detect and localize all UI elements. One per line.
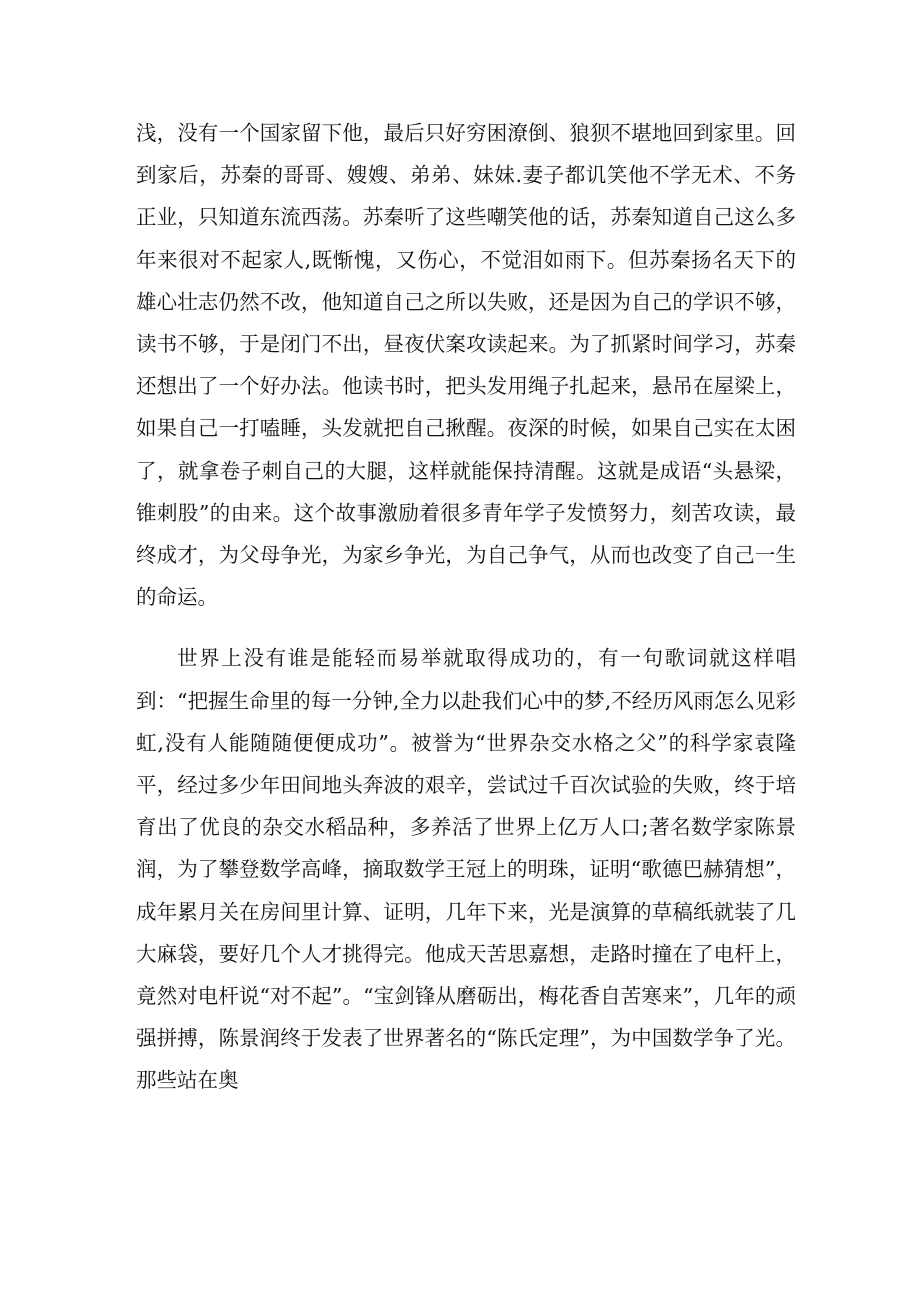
- paragraph-success-examples: 世界上没有谁是能轻而易举就取得成功的，有一句歌词就这样唱到：“把握生命里的每一分钟,全力以赴我们心中的梦,不经历风雨怎么见彩虹,没有人能随随便便成功”。被誉为“世界杂交水格之父”的科学家袁隆平，经过多少年田间地头奔波的艰辛，尝试过千百次试验的失败，终于培育出了优良的杂交水稻品种，多养活了世界上亿万人口;著名数学家陈景润，为了攀登数学高峰，摘取数学王冠上的明珠，证明“歌德巴赫猜想”，成年累月关在房间里计算、证明，几年下来，光是演算的草稿纸就装了几大麻袋，要好几个人才挑得完。他成天苦思嘉想，走路时撞在了电杆上，竟然对电杆说“对不起”。“宝剑锋从磨砺出，梅花香自苦寒来”，几年的顽强拼搏，陈景润终于发表了世界著名的“陈氏定理”，为中国数学争了光。那些站在奥: [136, 646, 796, 1093]
- body-text: [136, 112, 796, 1102]
- paragraph-su-qin-story: 浅，没有一个国家留下他，最后只好穷困潦倒、狼狈不堪地回到家里。回到家后，苏秦的哥哥、嫂嫂、弟弟、妹妹.妻子都讥笑他不学无术、不务正业，只知道东流西荡。苏秦听了这些嘲笑他的话，苏秦知道自己这么多年来很对不起家人,既惭愧，又伤心，不觉泪如雨下。但苏秦扬名天下的雄心壮志仍然不改，他知道自己之所以失败，还是因为自己的学识不够，读书不够，于是闭门不出，昼夜伏案攻读起来。为了抓紧时间学习，苏秦还想出了一个好办法。他读书时，把头发用绳子扎起来，悬吊在屋梁上，如果自己一打嗑睡，头发就把自己揪醒。夜深的时候，如果自己实在太困了，就拿卷子刺自己的大腿，这样就能保持清醒。这就是成语“头悬梁，锥刺股”的由来。这个故事激励着很多青年学子发愤努力，刻苦攻读，最终成才，为父母争光，为家乡争光，为自己争气，从而也改变了自己一生的命运。: [136, 121, 796, 610]
